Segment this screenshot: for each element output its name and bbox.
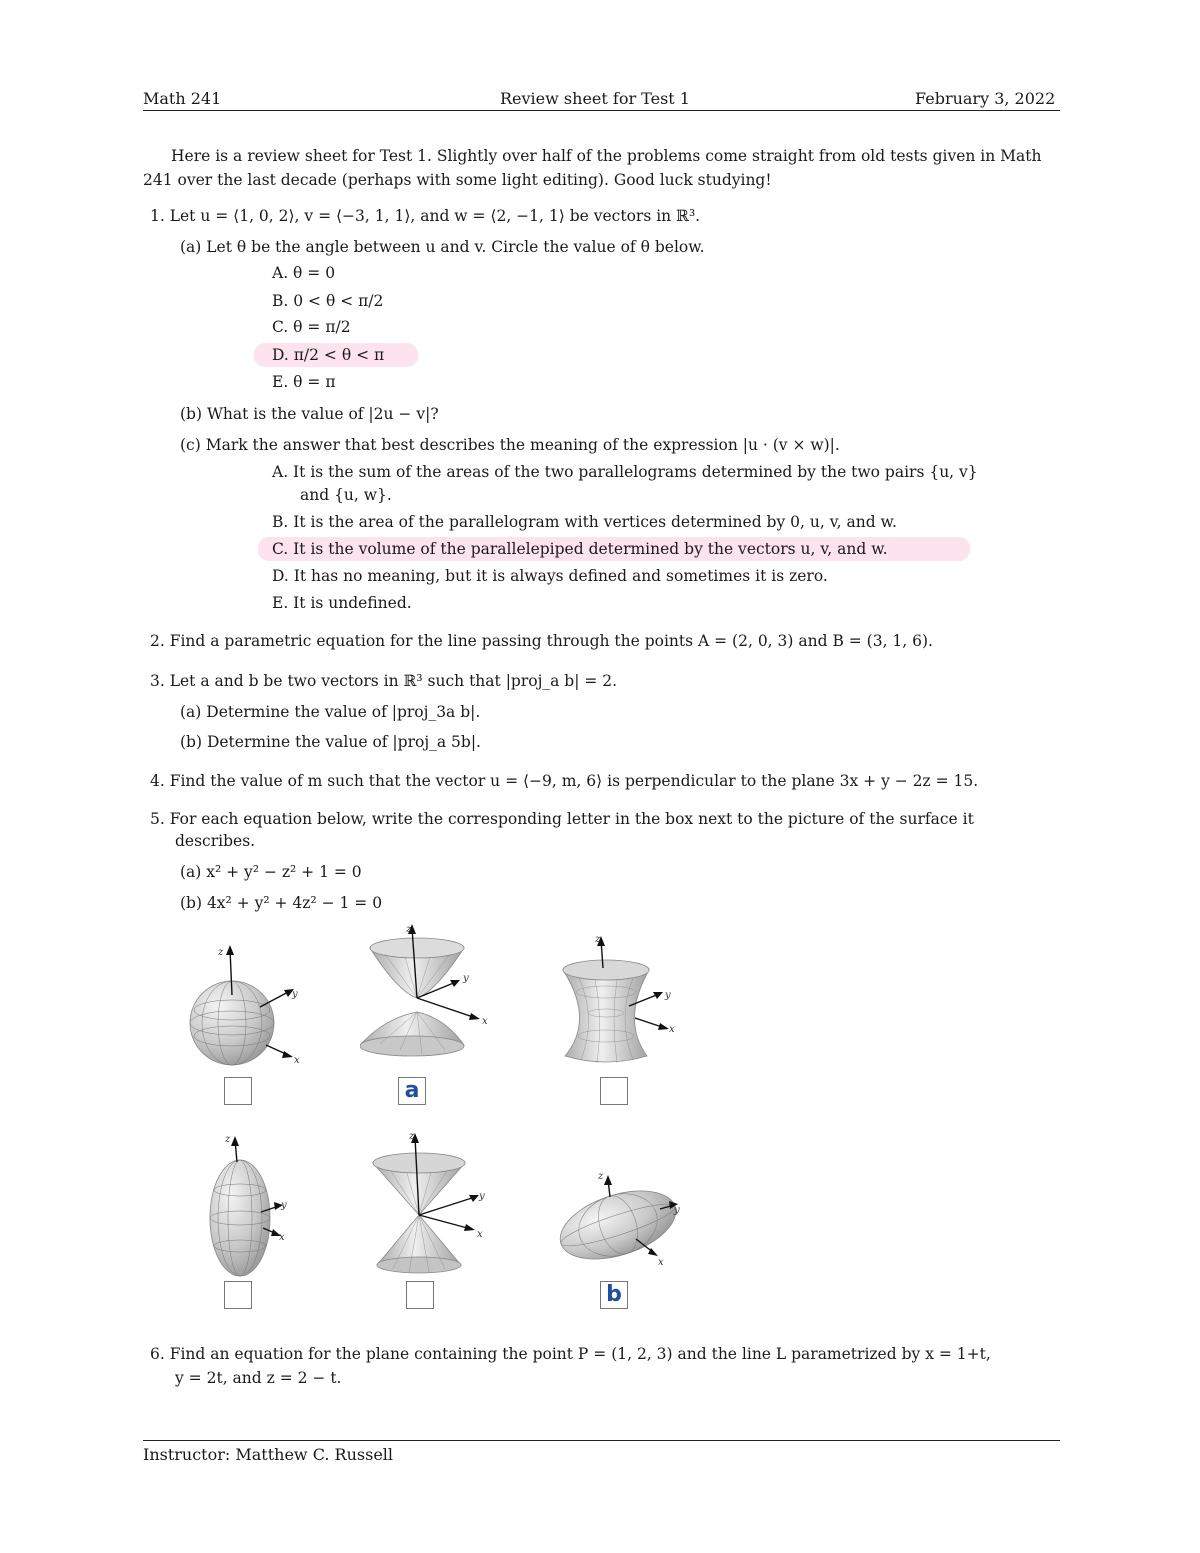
intro-paragraph: Here is a review sheet for Test 1. Slightly over half of the problems come straight from old tests given in Math 241 over the last decade (perhaps with some light editing). Good luck studying!	[143, 147, 1042, 189]
problem-1c: (c) Mark the answer that best describes the meaning of the expression |u · (v × w)|.	[180, 436, 840, 454]
problem-6-line2: y = 2t, and z = 2 − t.	[175, 1369, 342, 1387]
option-1a-A: A. θ = 0	[272, 264, 336, 282]
problem-3: 3. Let a and b be two vectors in ℝ³ such that |proj_a b| = 2.	[150, 672, 618, 690]
footer-instructor: Instructor: Matthew C. Russell	[143, 1445, 394, 1464]
wide-ellipsoid-figure	[550, 1165, 700, 1275]
option-1a-D: D. π/2 < θ < π	[272, 346, 385, 364]
option-1a-C: C. θ = π/2	[272, 318, 351, 336]
z-axis-label: z	[595, 934, 601, 945]
z-axis-label: z	[218, 947, 224, 958]
problem-5-line2: describes.	[175, 832, 256, 850]
z-axis-label: z	[409, 1131, 415, 1142]
x-axis-label: x	[477, 1229, 483, 1240]
double-cone-figure	[365, 1125, 505, 1275]
problem-5b: (b) 4x² + y² + 4z² − 1 = 0	[180, 894, 383, 912]
y-axis-label: y	[479, 1191, 485, 1202]
course-name: Math 241	[143, 89, 222, 108]
answer-box-double-cone[interactable]	[406, 1281, 434, 1309]
option-1c-A-line2: and {u, w}.	[300, 486, 392, 504]
y-axis-label: y	[463, 973, 469, 984]
problem-5-line1: 5. For each equation below, write the corresponding letter in the box next to the picture of the surface it	[150, 810, 974, 828]
option-1c-A-line1: A. It is the sum of the areas of the two parallelograms determined by the two pairs {u, v}	[272, 463, 978, 481]
option-1c-C: C. It is the volume of the parallelepiped determined by the vectors u, v, and w.	[272, 540, 888, 558]
sheet-date: February 3, 2022	[915, 89, 1056, 108]
problem-1b: (b) What is the value of |2u − v|?	[180, 405, 439, 423]
x-axis-label: x	[669, 1024, 675, 1035]
sphere-figure	[180, 935, 320, 1075]
y-axis-label: y	[292, 989, 298, 1000]
option-1c-E: E. It is undefined.	[272, 594, 412, 612]
answer-box-hyperboloid-one-sheet[interactable]	[600, 1077, 628, 1105]
tall-ellipsoid-figure	[195, 1128, 305, 1278]
problem-4: 4. Find the value of m such that the vector u = ⟨−9, m, 6⟩ is perpendicular to the plane 3x + y − 2z = 15.	[150, 772, 979, 790]
y-axis-label: y	[674, 1205, 680, 1216]
hyperboloid-two-sheets-figure	[360, 920, 500, 1070]
y-axis-label: y	[281, 1200, 287, 1211]
problem-3b: (b) Determine the value of |proj_a 5b|.	[180, 733, 481, 751]
option-1c-B: B. It is the area of the parallelogram with vertices determined by 0, u, v, and w.	[272, 513, 897, 531]
answer-box-hyperboloid-two-sheets[interactable]: a	[398, 1077, 426, 1105]
z-axis-label: z	[225, 1134, 231, 1145]
problem-2: 2. Find a parametric equation for the line passing through the points A = (2, 0, 3) and B = (3, 1, 6).	[150, 632, 933, 650]
footer-rule	[143, 1440, 1060, 1441]
problem-5a: (a) x² + y² − z² + 1 = 0	[180, 863, 362, 881]
hyperboloid-one-sheet-figure	[555, 928, 695, 1068]
sheet-title: Review sheet for Test 1	[500, 89, 690, 108]
problem-6-line1: 6. Find an equation for the plane containing the point P = (1, 2, 3) and the line L parametrized by x = 1+t,	[150, 1345, 991, 1363]
x-axis-label: x	[294, 1055, 300, 1066]
problem-1: 1. Let u = ⟨1, 0, 2⟩, v = ⟨−3, 1, 1⟩, and w = ⟨2, −1, 1⟩ be vectors in ℝ³.	[150, 207, 701, 225]
z-axis-label: z	[406, 924, 412, 935]
problem-3a: (a) Determine the value of |proj_3a b|.	[180, 703, 481, 721]
option-1a-E: E. θ = π	[272, 373, 336, 391]
answer-box-sphere[interactable]	[224, 1077, 252, 1105]
answer-box-tall-ellipsoid[interactable]	[224, 1281, 252, 1309]
x-axis-label: x	[279, 1232, 285, 1243]
option-1c-D: D. It has no meaning, but it is always defined and sometimes it is zero.	[272, 567, 828, 585]
header-rule	[143, 110, 1060, 111]
option-1a-B: B. 0 < θ < π/2	[272, 292, 384, 310]
answer-box-wide-ellipsoid[interactable]: b	[600, 1281, 628, 1309]
y-axis-label: y	[665, 990, 671, 1001]
problem-1a: (a) Let θ be the angle between u and v. Circle the value of θ below.	[180, 238, 705, 256]
x-axis-label: x	[482, 1016, 488, 1027]
x-axis-label: x	[658, 1257, 664, 1268]
z-axis-label: z	[598, 1171, 604, 1182]
